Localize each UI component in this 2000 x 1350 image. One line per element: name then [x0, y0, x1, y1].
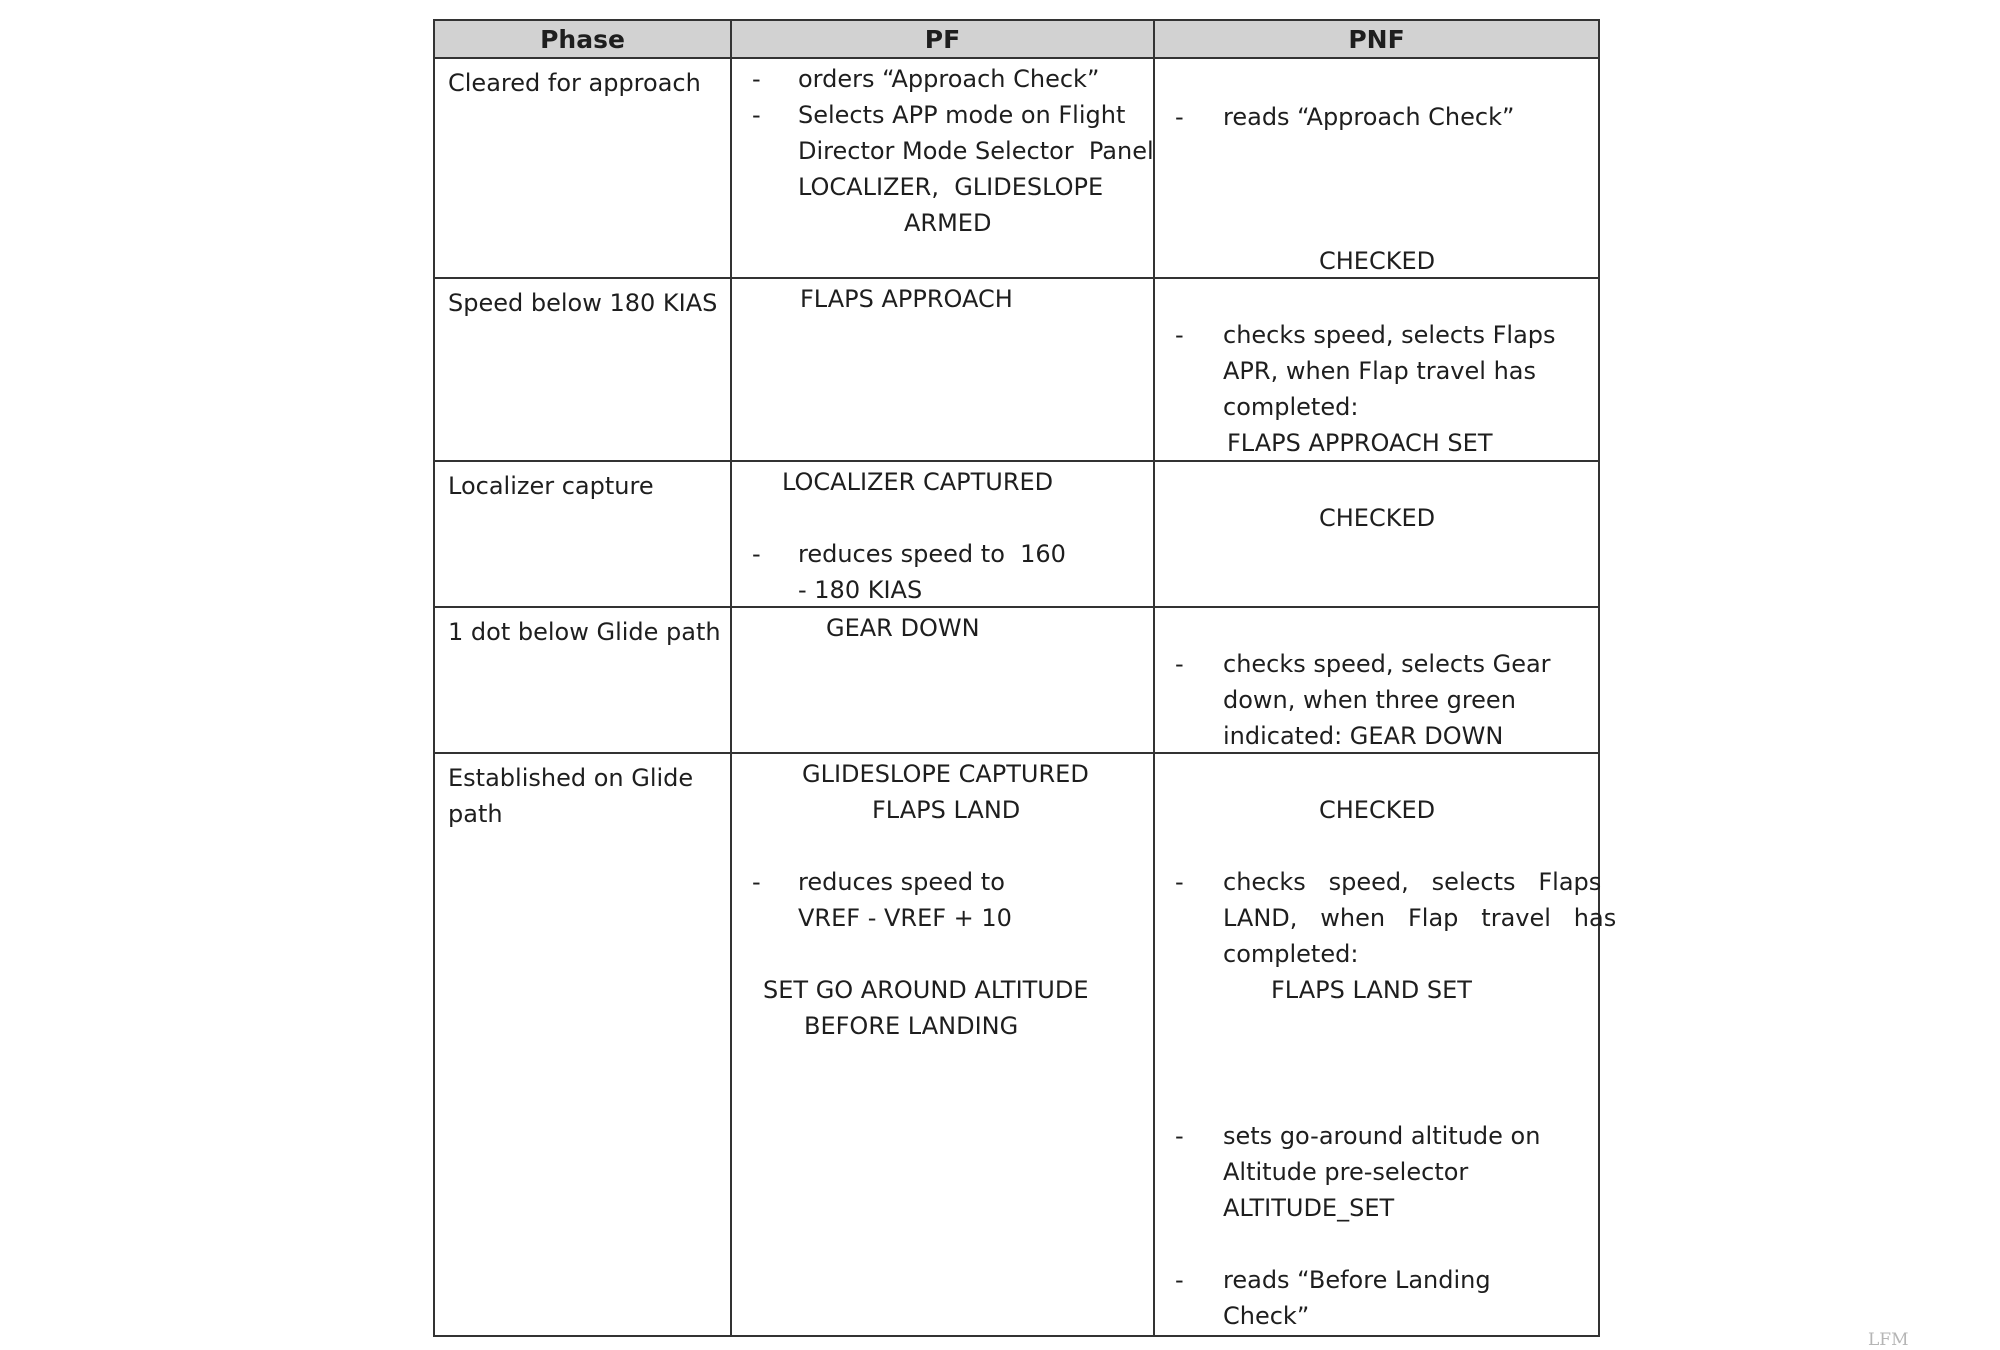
pnf-text: sets go-around altitude on — [1223, 1122, 1541, 1151]
bullet-dash: - — [752, 539, 761, 568]
pnf-text: reads “Before Landing — [1223, 1266, 1491, 1295]
bullet-dash: - — [752, 868, 761, 897]
table-row — [434, 278, 1599, 460]
pf-text: ARMED — [904, 209, 992, 237]
bullet-dash: - — [1175, 649, 1184, 678]
pf-cell — [731, 753, 1154, 1336]
phase-label — [435, 754, 730, 832]
pf-text: Selects APP mode on Flight — [798, 101, 1126, 129]
pf-text: orders “Approach Check” — [798, 65, 1100, 93]
pf-text: FLAPS APPROACH — [800, 285, 1013, 314]
pnf-text: FLAPS APPROACH SET — [1227, 429, 1493, 458]
phase-cell — [434, 607, 731, 753]
pf-text: LOCALIZER, GLIDESLOPE — [798, 173, 1104, 201]
table-row — [434, 607, 1599, 753]
table-header-row — [434, 20, 1599, 58]
phase-label: Localizer capture — [448, 471, 654, 500]
approach-procedure-table — [433, 19, 1617, 1337]
pnf-cell — [1154, 753, 1617, 1336]
pnf-cell — [1154, 607, 1599, 753]
pnf-text: completed: — [1223, 940, 1359, 969]
phase-label: 1 dot below Glide path — [448, 617, 721, 646]
pf-text: VREF - VREF + 10 — [798, 904, 1012, 933]
header-pf: PF — [731, 20, 1154, 58]
bullet-dash: - — [1175, 321, 1184, 350]
pf-text: FLAPS LAND — [872, 796, 1021, 825]
pnf-text: CHECKED — [1319, 796, 1436, 825]
pf-text: SET GO AROUND ALTITUDE — [763, 976, 1089, 1005]
pnf-cell — [1154, 461, 1599, 607]
bullet-dash: - — [752, 101, 761, 129]
phase-cell — [434, 461, 731, 607]
bullet-dash: - — [1175, 1122, 1184, 1151]
pnf-text: Altitude pre-selector — [1223, 1158, 1469, 1187]
table-row — [434, 753, 1599, 1336]
table-row — [434, 58, 1599, 278]
pnf-text: checks speed, selects Gear — [1223, 649, 1551, 678]
pnf-text: Check” — [1223, 1302, 1310, 1331]
pf-cell — [731, 461, 1154, 607]
bullet-dash: - — [1175, 1266, 1184, 1295]
pf-text: BEFORE LANDING — [804, 1012, 1019, 1041]
pnf-cell — [1154, 278, 1599, 460]
pf-text: - 180 KIAS — [798, 575, 923, 604]
phase-label-line: Established on Glide — [448, 764, 694, 793]
pf-cell — [731, 58, 1154, 278]
pf-text: reduces speed to 160 — [798, 539, 1066, 568]
pnf-text: FLAPS LAND SET — [1271, 976, 1472, 1005]
bullet-dash: - — [1175, 868, 1184, 897]
phase-cell — [434, 278, 731, 460]
pnf-text: indicated: GEAR DOWN — [1223, 721, 1504, 750]
phase-cell — [434, 753, 731, 1336]
pnf-text: LAND, when Flap travel has — [1223, 904, 1617, 933]
header-phase: Phase — [434, 20, 731, 58]
pf-text: reduces speed to — [798, 868, 1005, 897]
bullet-dash: - — [752, 65, 761, 93]
table-row — [434, 461, 1599, 607]
pf-text: LOCALIZER CAPTURED — [782, 467, 1054, 496]
watermark-text: LFM — [1868, 1330, 1909, 1350]
pnf-text: down, when three green — [1223, 685, 1516, 714]
pf-text: Director Mode Selector Panel — [798, 137, 1154, 165]
phase-label: Speed below 180 KIAS — [448, 289, 718, 318]
pf-text: GEAR DOWN — [826, 613, 980, 642]
pf-cell — [731, 278, 1154, 460]
pnf-text: CHECKED — [1319, 247, 1436, 275]
phase-label-line: path — [448, 800, 503, 829]
phase-label: Cleared for approach — [448, 69, 701, 97]
pnf-text: ALTITUDE_SET — [1223, 1194, 1395, 1223]
pnf-text: CHECKED — [1319, 503, 1436, 532]
pnf-text: checks speed, selects Flaps — [1223, 321, 1556, 350]
pnf-cell — [1154, 58, 1599, 278]
phase-cell — [434, 58, 731, 278]
pnf-text: completed: — [1223, 393, 1359, 422]
pnf-text: reads “Approach Check” — [1223, 103, 1515, 131]
pnf-text: APR, when Flap travel has — [1223, 357, 1536, 386]
bullet-dash: - — [1175, 103, 1184, 131]
pf-text: GLIDESLOPE CAPTURED — [802, 760, 1089, 789]
pf-cell — [731, 607, 1154, 753]
pnf-text: checks speed, selects Flaps — [1223, 868, 1602, 897]
header-pnf: PNF — [1154, 20, 1599, 58]
